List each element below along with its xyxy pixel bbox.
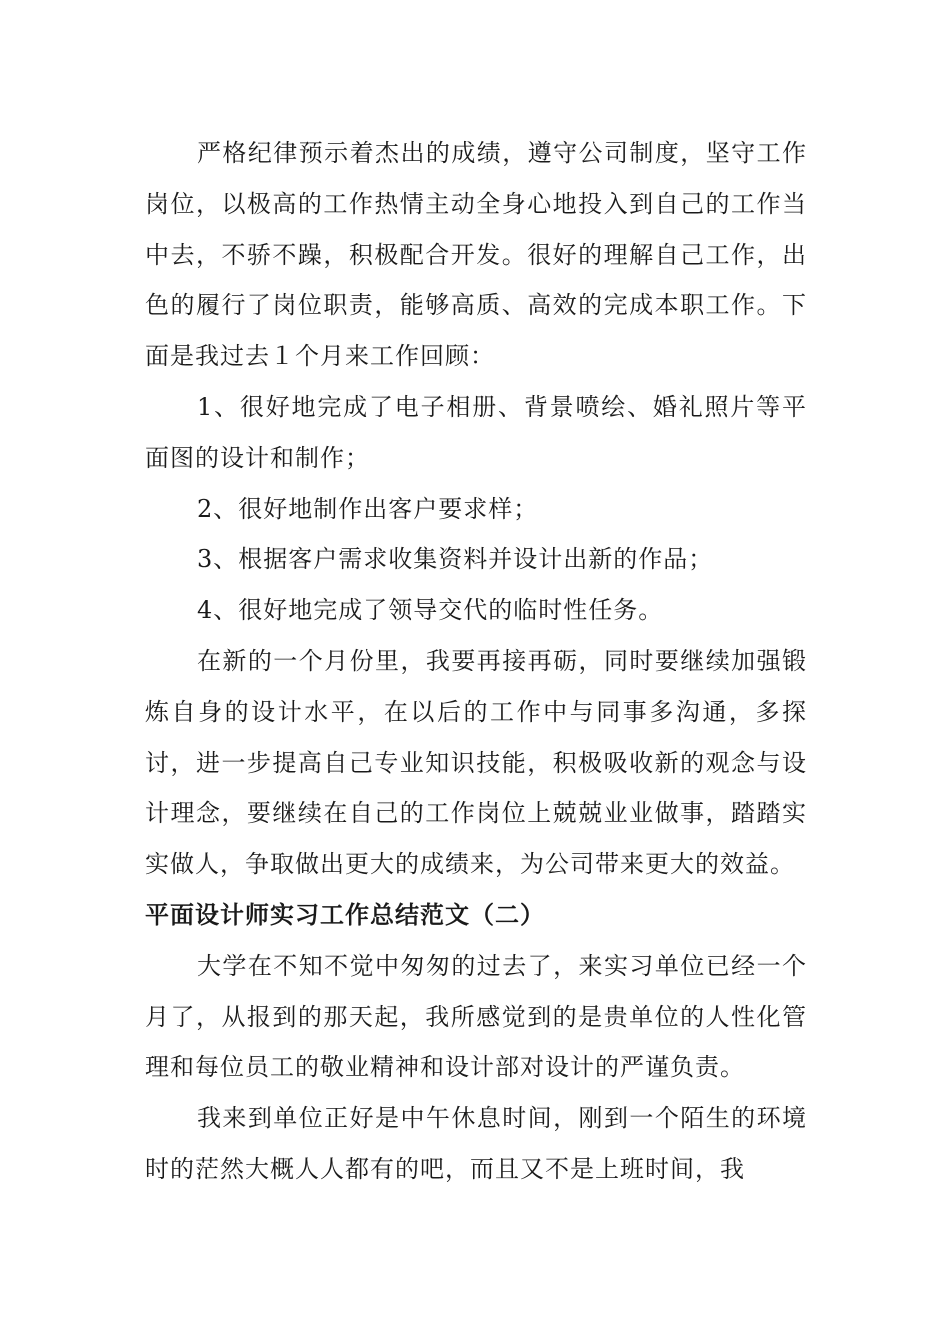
paragraph-plan: 在新的一个月份里，我要再接再砺，同时要继续加强锻炼自身的设计水平，在以后的工作中与同事多沟通，多探讨，进一步提高自己专业知识技能，积极吸收新的观念与设计理念，要继续在自己的工作岗位上兢兢业业做事，踏踏实实做人，争取做出更大的成绩来，为公司带来更大的效益。 [145,646,807,879]
list-item-3: 3、根据客户需求收集资料并设计出新的作品； [197,545,714,574]
section-heading: 平面设计师实习工作总结范文（二） [145,899,545,929]
paragraph-internship-intro: 大学在不知不觉中匆匆的过去了，来实习单位已经一个月了，从报到的那天起，我所感觉到的是贵单位的人性化管理和每位员工的敬业精神和设计部对设计的严谨负责。 [145,951,807,1082]
list-item-2: 2、很好地制作出客户要求样； [197,494,539,523]
document-page [145,128,807,1195]
paragraph-arrival: 我来到单位正好是中午休息时间，刚到一个陌生的环境时的茫然大概人人都有的吧，而且又不是上班时间，我 [145,1104,807,1183]
paragraph-intro: 严格纪律预示着杰出的成绩，遵守公司制度，坚守工作岗位，以极高的工作热情主动全身心地投入到自己的工作当中去，不骄不躁，积极配合开发。很好的理解自己工作，出色的履行了岗位职责，能够高质、高效的完成本职工作。下面是我过去１个月来工作回顾： [145,139,807,371]
list-item-1: 1、很好地完成了电子相册、背景喷绘、婚礼照片等平面图的设计和制作； [145,392,807,472]
list-item-4: 4、很好地完成了领导交代的临时性任务。 [197,596,664,625]
